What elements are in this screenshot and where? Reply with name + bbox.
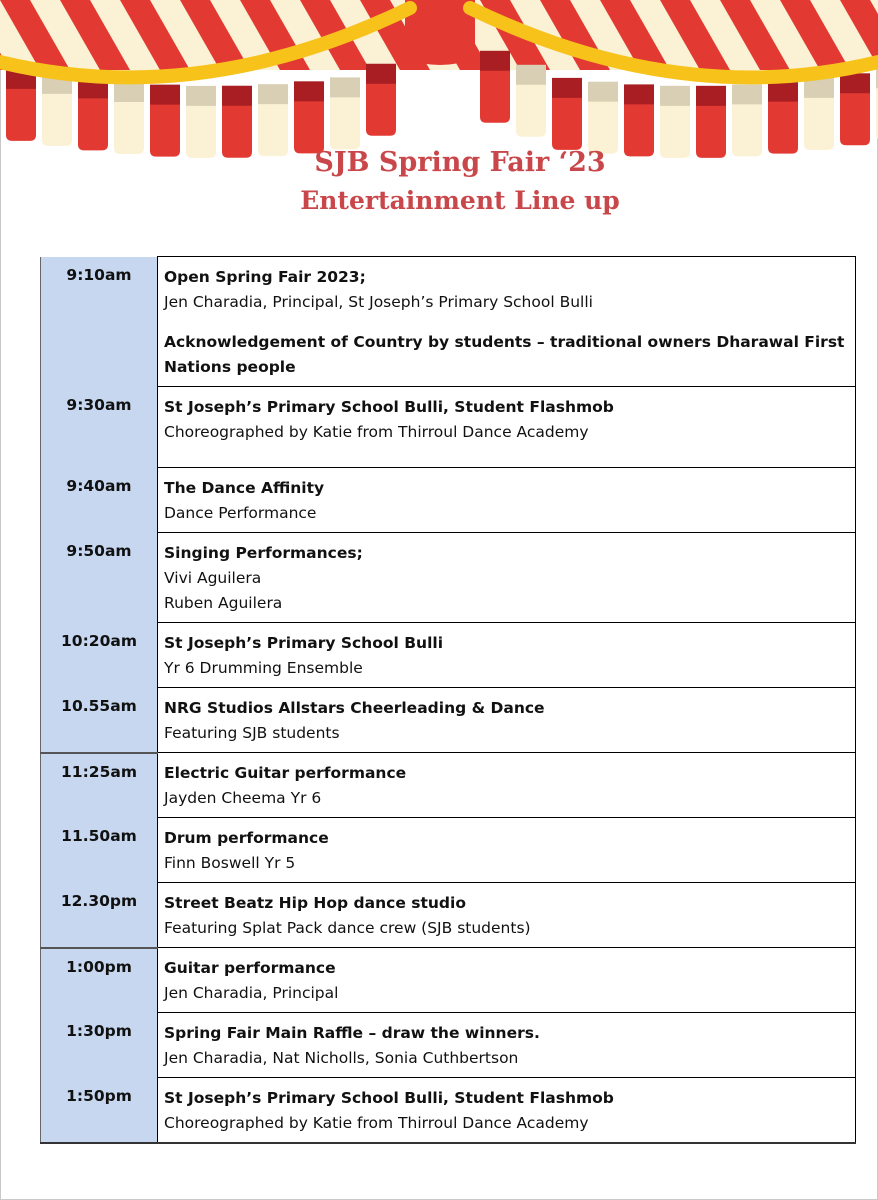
event-time: 9:50am [66,541,132,560]
event-title: St Joseph’s Primary School Bulli, Student Flashmob [164,398,614,416]
time-cell [41,688,158,753]
schedule-row [41,753,856,818]
awning-flag [78,98,108,150]
event-detail: Featuring SJB students [164,724,340,742]
time-cell [41,818,158,883]
awning-flag [330,97,360,149]
lineup-subtitle: Entertainment Line up [300,186,620,215]
event-title: Street Beatz Hip Hop dance studio [164,894,466,912]
awning-flag [552,98,582,150]
awning-flag-top [114,82,144,104]
schedule-row [41,533,856,623]
event-cell [158,387,856,468]
time-cell [41,623,158,688]
awning-flag-top [516,65,546,87]
awning-flag [516,85,546,137]
schedule-row [41,1078,856,1144]
time-cell [41,1078,158,1144]
event-title: The Dance Affinity [164,479,325,497]
event-time: 10:20am [61,631,137,650]
time-cell [41,1013,158,1078]
event-detail: Choreographed by Katie from Thirroul Dance Academy [164,423,589,441]
awning-flag [366,84,396,136]
event-title: Drum performance [164,829,329,847]
awning-flag-top [624,84,654,106]
schedule-row [41,623,856,688]
event-title: NRG Studios Allstars Cheerleading & Dance [164,699,545,717]
event-cell [158,257,856,387]
event-detail: Vivi Aguilera [164,569,262,587]
awning-flag-top [840,73,870,95]
time-cell [41,387,158,468]
event-time: 11:25am [61,762,137,781]
event-cell [158,883,856,948]
event-time: 9:30am [66,395,132,414]
schedule-row [41,257,856,387]
awning-flag [42,94,72,146]
event-detail: Jen Charadia, Principal, St Joseph’s Primary School Bulli [164,293,593,311]
event-time: 9:10am [66,265,132,284]
awning-flag-top [150,85,180,107]
time-cell [41,257,158,387]
event-cell [158,688,856,753]
awning-flag-top [696,86,726,108]
event-detail: Featuring Splat Pack dance crew (SJB students) [164,919,531,937]
event-title: Spring Fair Main Raffle – draw the winners. [164,1024,540,1042]
event-title: Singing Performances; [164,544,363,562]
event-detail: Ruben Aguilera [164,594,283,612]
awning-flag-top [768,82,798,104]
awning-flag-top [552,78,582,100]
awning-flag-top [186,86,216,108]
time-cell [41,883,158,948]
page-heading [0,145,878,221]
time-cell [41,753,158,818]
event-time: 1:30pm [66,1021,132,1040]
schedule-row [41,1013,856,1078]
awning-flag-top [732,84,762,106]
schedule-row [41,818,856,883]
event-cell [158,1078,856,1144]
event-cell [158,753,856,818]
event-cell [158,948,856,1013]
event-cell [158,1013,856,1078]
schedule-row [41,883,856,948]
schedule-row [41,688,856,753]
event-title: Electric Guitar performance [164,764,407,782]
event-title: Guitar performance [164,959,336,977]
schedule-row [41,468,856,533]
awning-flag [804,98,834,150]
awning-flag [480,71,510,123]
awning-flag-top [258,84,288,106]
event-time: 1:00pm [66,957,132,976]
event-spacer [164,315,849,330]
event-title: Acknowledgement of Country by students – traditional owners Dharawal First Nations people [164,333,845,376]
event-time: 10.55am [61,696,137,715]
event-cell [158,533,856,623]
event-time: 11.50am [61,826,137,845]
event-detail: Jen Charadia, Principal [164,984,339,1002]
awning-flag-top [660,86,690,108]
awning-flag [840,93,870,145]
awning-flag-top [294,81,324,103]
event-detail: Finn Boswell Yr 5 [164,854,296,872]
event-time: 1:50pm [66,1086,132,1105]
schedule-row [41,948,856,1013]
awning-flag-top [366,64,396,86]
time-cell [41,468,158,533]
event-time: 12.30pm [60,891,138,910]
event-detail: Choreographed by Katie from Thirroul Dance Academy [164,1114,589,1132]
awning-flag-top [222,86,252,108]
awning-flag-top [480,51,510,73]
fair-title: SJB Spring Fair ‘23 [314,147,606,178]
entertainment-schedule-table [40,256,856,1144]
time-cell [41,533,158,623]
event-detail: Dance Performance [164,504,317,522]
event-cell [158,623,856,688]
event-title: Open Spring Fair 2023; [164,268,366,286]
event-detail: Yr 6 Drumming Ensemble [164,659,363,677]
event-title: St Joseph’s Primary School Bulli [164,634,444,652]
event-time: 9:40am [66,476,132,495]
event-cell [158,818,856,883]
event-cell [158,468,856,533]
awning-flag-top [588,82,618,104]
time-cell [41,948,158,1013]
event-detail: Jayden Cheema Yr 6 [164,789,322,807]
event-title: St Joseph’s Primary School Bulli, Student Flashmob [164,1089,614,1107]
schedule-row [41,387,856,468]
awning-flag-top [330,77,360,99]
awning-flag [6,89,36,141]
event-detail: Jen Charadia, Nat Nicholls, Sonia Cuthbertson [164,1049,519,1067]
